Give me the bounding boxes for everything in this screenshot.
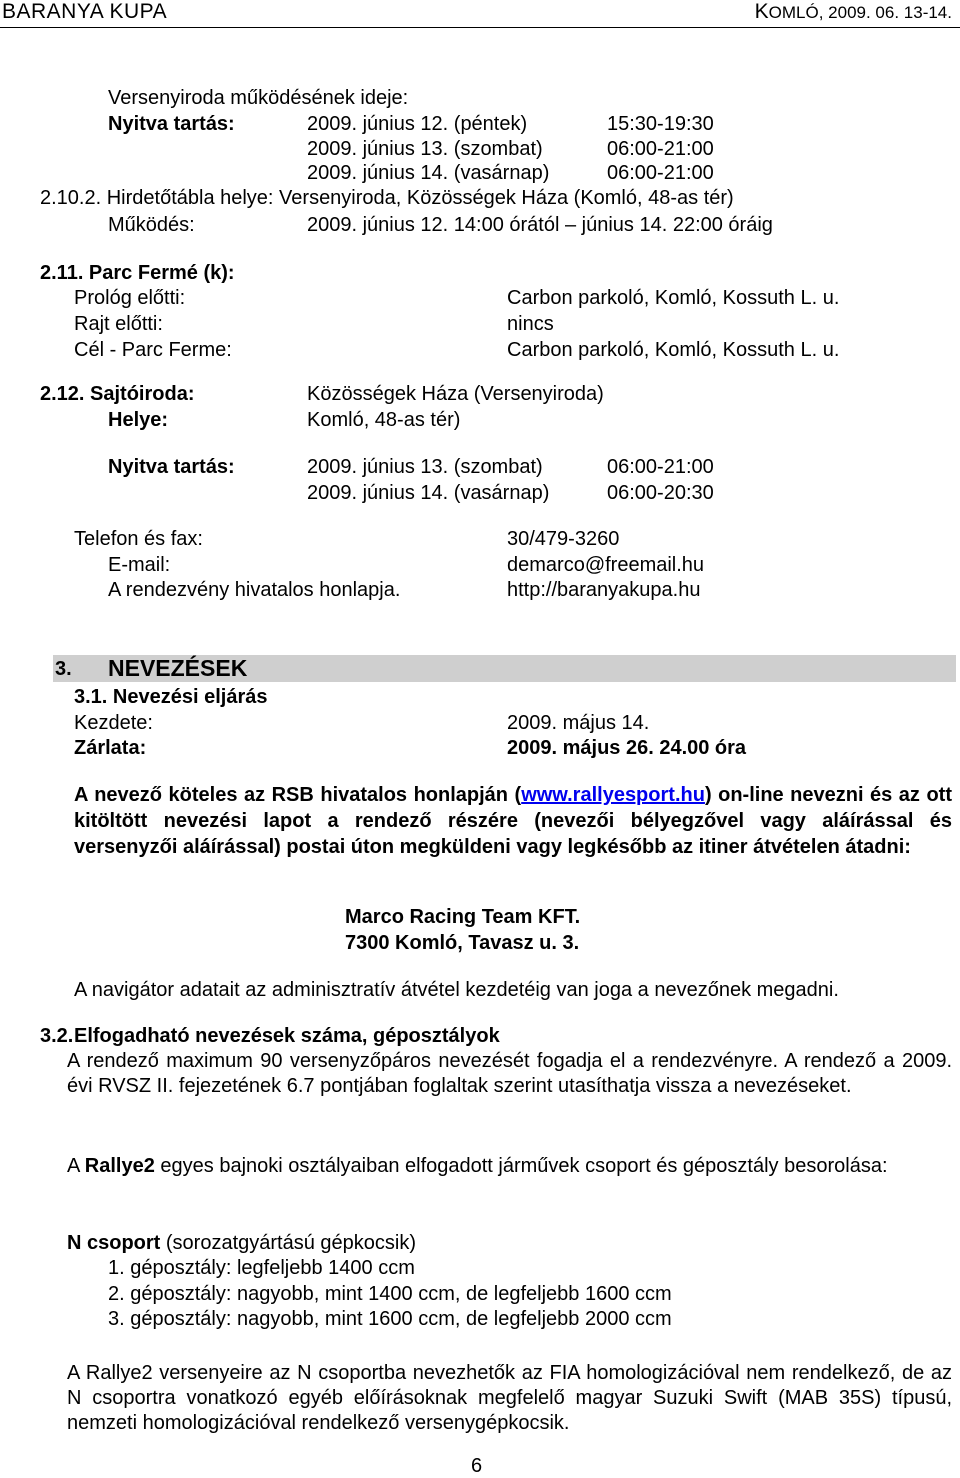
page-number: 6 [471,1455,483,1477]
header-cap: K [754,0,769,23]
parc-label-3: Cél - Parc Ferme: [74,339,232,361]
press-date-2: 2009. június 14. (vasárnap) [307,482,550,504]
rallyesport-link[interactable]: www.rallyesport.hu [521,784,705,806]
entry-paragraph-start: A nevező köteles az RSB hivatalos honlapján ( [74,784,522,806]
group-desc: (sorozatgyártású gépkocsik) [160,1232,417,1254]
contact-label-phone: Telefon és fax: [74,528,203,550]
rallye2-prefix: A [67,1155,85,1177]
class-item-1: 1. géposztály: legfeljebb 1400 ccm [108,1257,415,1279]
office-time-1: 15:30-19:30 [607,113,714,135]
rallye2-rest: egyes bajnoki osztályaiban elfogadott járművek csoport és géposztály besorolása: [154,1155,888,1177]
contact-value-phone: 30/479-3260 [507,528,620,550]
board-location: 2.10.2. Hirdetőtábla helye: Versenyiroda, Közösségek Háza (Komló, 48-as tér) [40,187,734,209]
parc-label-1: Prológ előtti: [74,287,186,309]
class-item-2: 2. géposztály: nagyobb, mint 1400 ccm, de legfeljebb 1600 ccm [108,1283,672,1305]
section-number: 3. [55,658,72,680]
suzuki-paragraph: A Rallye2 versenyeire az N csoportba nevezhetők az FIA homologizációval nem rendelkező, de az N csoportra vonatkozó egyéb előírásoknak megfelelő magyar Suzuki Swift (MAB 35S) típusú, nemzeti homologizációval rendelkező versenygépkocsik. [67,1362,952,1434]
parc-value-1: Carbon parkoló, Komló, Kossuth L. u. [507,287,840,309]
parc-label-2: Rajt előtti: [74,313,163,335]
contact-value-web: http://baranyakupa.hu [507,579,701,601]
entry-start-label: Kezdete: [74,712,153,734]
parc-title: 2.11. Parc Fermé (k): [40,262,235,284]
parc-value-3: Carbon parkoló, Komló, Kossuth L. u. [507,339,840,361]
contact-label-web: A rendezvény hivatalos honlapja. [108,579,401,601]
running-header [0,0,960,28]
contact-value-email: demarco@freemail.hu [507,554,705,576]
press-place-value: Komló, 48-as tér) [307,409,461,431]
office-date-3: 2009. június 14. (vasárnap) [307,162,550,184]
sub1-title: 3.1. Nevezési eljárás [74,686,268,708]
office-time-3: 06:00-21:00 [607,162,714,184]
press-time-2: 06:00-20:30 [607,482,714,504]
press-title-value: Közösségek Háza (Versenyiroda) [307,383,604,405]
entry-paragraph [74,782,952,860]
entry-start-value: 2009. május 14. [507,712,650,734]
group-name: N csoport [67,1232,161,1254]
contact-label-email: E-mail: [108,554,171,576]
section-title: NEVEZÉSEK [108,655,248,681]
class-item-3: 3. géposztály: nagyobb, mint 1600 ccm, de legfeljebb 2000 ccm [108,1308,672,1330]
header-rest: OMLÓ, 2009. 06. 13-14. [768,3,952,22]
press-time-1: 06:00-21:00 [607,456,714,478]
press-title: 2.12. Sajtóiroda: [40,383,195,405]
entry-paragraph-end: ) on-line nevezni és az ott kitöltött nevezési lapot a rendező részére (nevezői bélyegzővel vagy aláírással és versenyzői aláírással) postai úton megküldeni vagy legkésőbb az itiner átvételen átadni: [74,784,952,858]
sub2-number: 3.2. [40,1025,74,1047]
navigator-paragraph: A navigátor adatait az adminisztratív átvétel kezdetéig van joga a nevezőnek megadni. [74,979,839,1001]
parc-value-2: nincs [507,313,554,335]
address-line-2: 7300 Komló, Tavasz u. 3. [345,932,580,954]
board-operation-label: Működés: [108,214,195,236]
press-date-1: 2009. június 13. (szombat) [307,456,543,478]
board-operation-value: 2009. június 12. 14:00 órától – június 14. 22:00 óráig [307,214,773,236]
header-title: BARANYA KUPA [2,0,168,23]
rallye2-paragraph [67,1154,952,1179]
entry-end-value: 2009. május 26. 24.00 óra [507,737,747,759]
press-place-label: Helye: [108,409,169,431]
office-time-2: 06:00-21:00 [607,138,714,160]
entry-end-label: Zárlata: [74,737,147,759]
office-open-label: Nyitva tartás: [108,113,235,135]
sub2-title: Elfogadható nevezések száma, géposztályok [74,1025,500,1047]
office-date-1: 2009. június 12. (péntek) [307,113,528,135]
address-line-1: Marco Racing Team KFT. [345,906,581,928]
rallye2-bold: Rallye2 [84,1155,155,1177]
max-entries-paragraph: A rendező maximum 90 versenyzőpáros nevezését fogadja el a rendezvényre. A rendező a 2009. évi RVSZ II. fejezetének 6.7 pontjában foglaltak szerint utasíthatja vissza a nevezéseket. [67,1050,952,1097]
group-heading [67,1231,416,1255]
office-title: Versenyiroda működésének ideje: [108,87,409,109]
press-open-label: Nyitva tartás: [108,456,235,478]
office-date-2: 2009. június 13. (szombat) [307,138,543,160]
header-place-date [755,0,952,24]
